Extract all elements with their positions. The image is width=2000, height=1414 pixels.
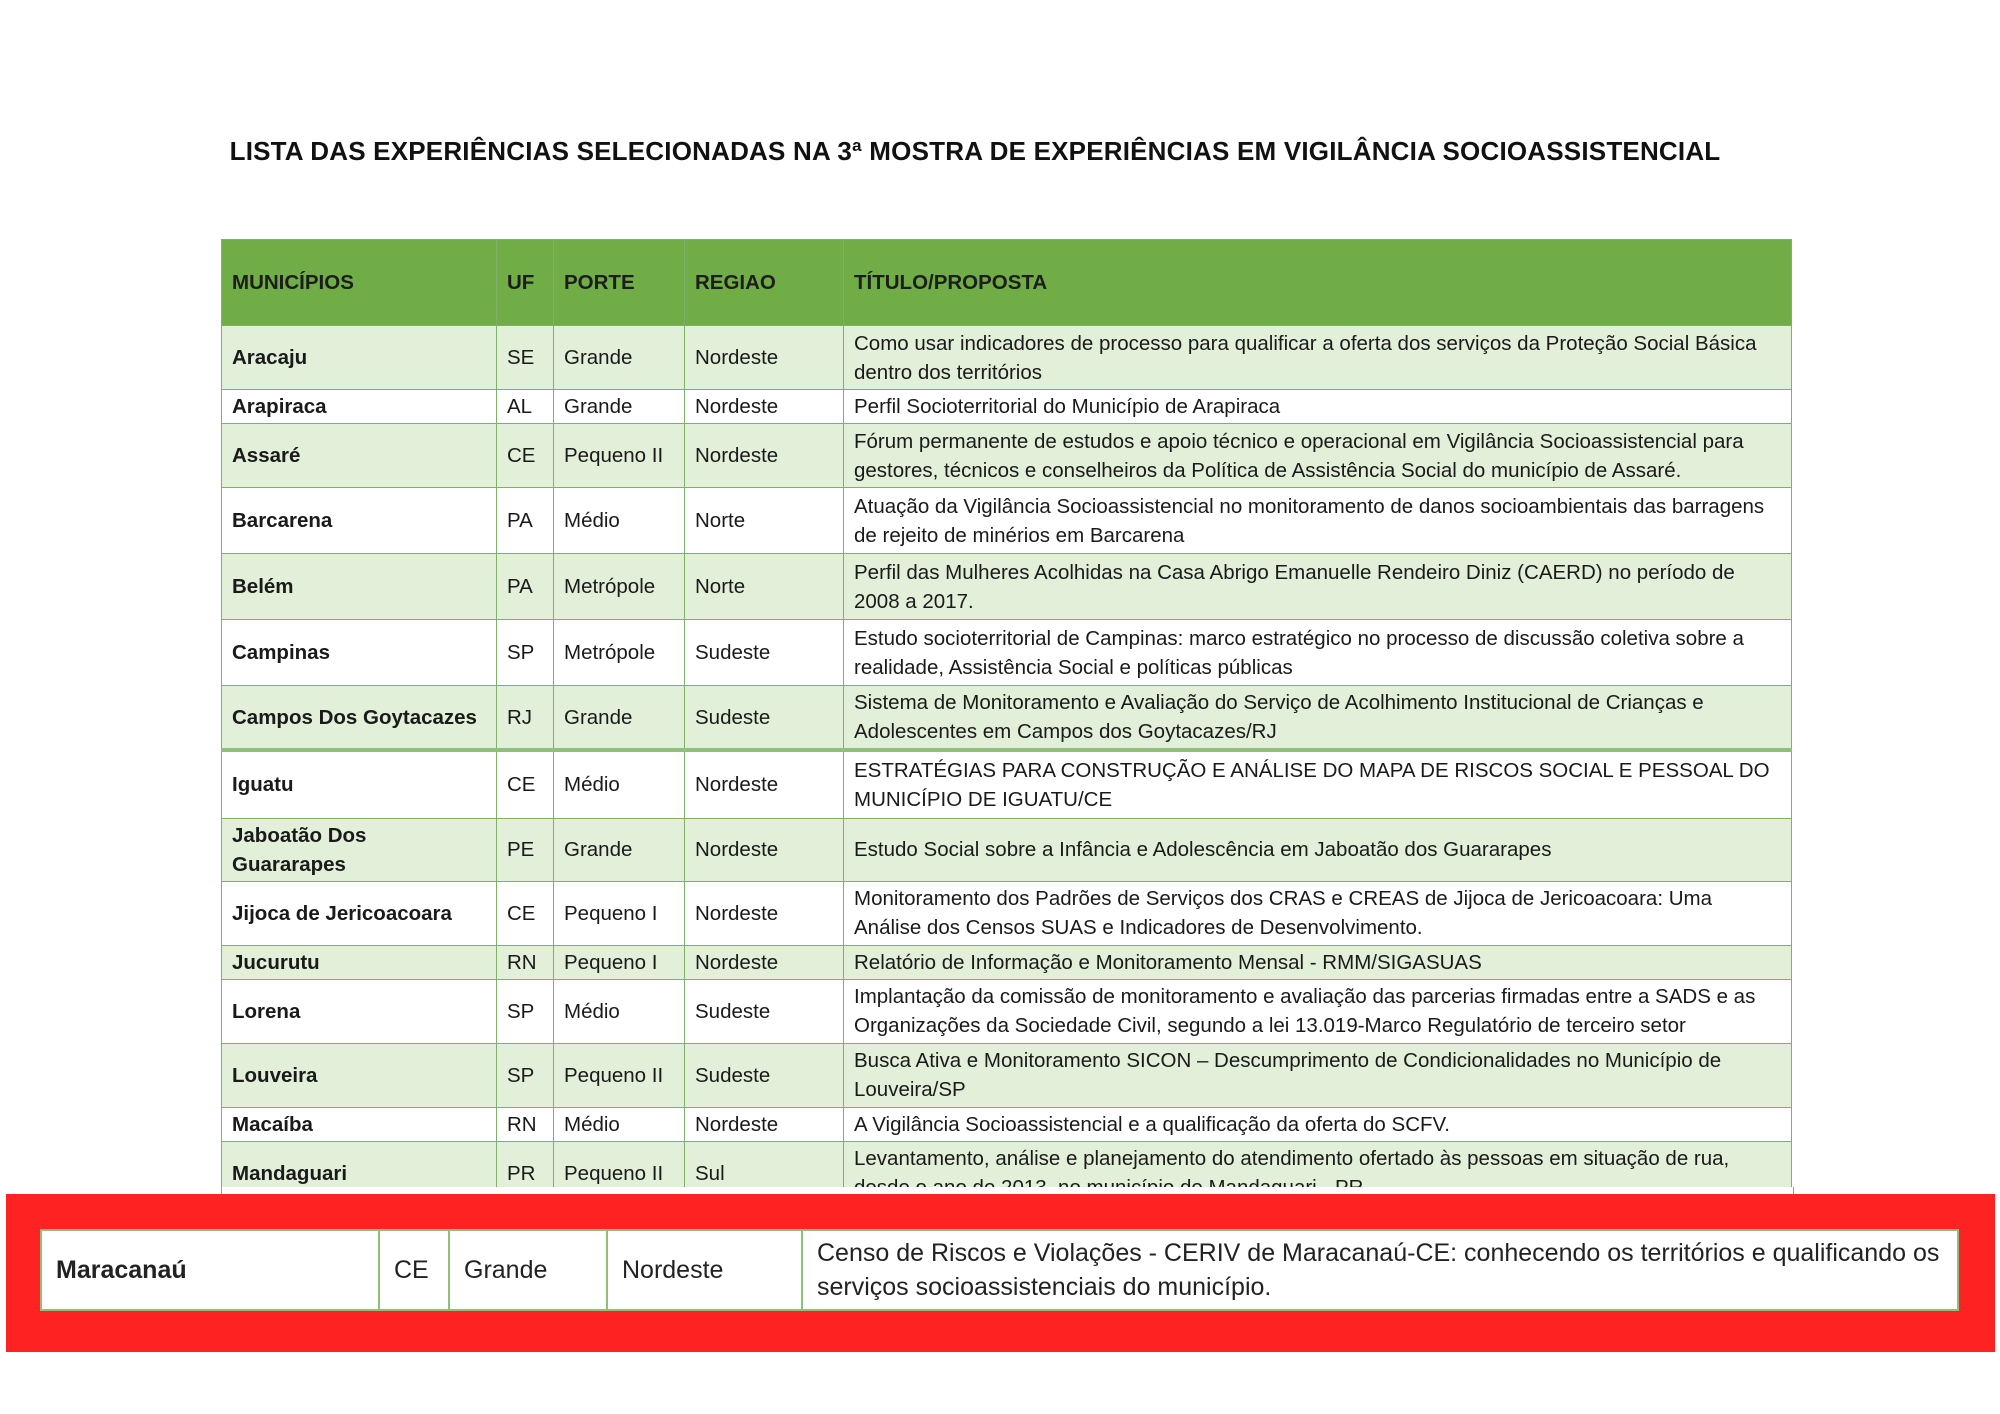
table-row <box>222 554 1792 620</box>
cell-uf: RN <box>497 1107 554 1141</box>
cell-regiao: Nordeste <box>685 424 844 488</box>
cell-uf: CE <box>497 881 554 945</box>
table-row <box>222 1043 1792 1107</box>
cell-uf: PA <box>497 554 554 620</box>
cell-titulo: Fórum permanente de estudos e apoio técnico e operacional em Vigilância Socioassistencial para gestores, técnicos e conselheiros da Política de Assistência Social do município de Assaré. <box>844 424 1792 488</box>
highlighted-municipio: Maracanaú <box>42 1231 380 1309</box>
cell-municipio: Lorena <box>222 979 497 1043</box>
cell-uf: SP <box>497 979 554 1043</box>
table-header-row <box>222 240 1792 326</box>
cell-uf: AL <box>497 390 554 424</box>
cell-porte: Pequeno I <box>554 881 685 945</box>
cell-regiao: Sul <box>685 1141 844 1205</box>
cell-municipio: Iguatu <box>222 750 497 818</box>
cell-porte: Grande <box>554 686 685 751</box>
cell-regiao: Norte <box>685 488 844 554</box>
cell-porte: Grande <box>554 390 685 424</box>
table-row <box>222 750 1792 818</box>
table-row <box>222 326 1792 390</box>
col-header-titulo: TÍTULO/PROPOSTA <box>844 240 1792 326</box>
cell-titulo: Monitoramento dos Padrões de Serviços dos CRAS e CREAS de Jijoca de Jericoacoara: Uma Análise dos Censos SUAS e Indicadores de Desenvolvimento. <box>844 881 1792 945</box>
cell-regiao: Nordeste <box>685 390 844 424</box>
cell-porte: Metrópole <box>554 554 685 620</box>
cell-titulo: Atuação da Vigilância Socioassistencial no monitoramento de danos socioambientais das barragens de rejeito de minérios em Barcarena <box>844 488 1792 554</box>
cell-regiao: Sudeste <box>685 979 844 1043</box>
cell-regiao: Nordeste <box>685 945 844 979</box>
cell-titulo: Estudo socioterritorial de Campinas: marco estratégico no processo de discussão coletiva sobre a realidade, Assistência Social e políticas públicas <box>844 620 1792 686</box>
table-row <box>222 881 1792 945</box>
cell-uf: CE <box>497 424 554 488</box>
table-row <box>222 1107 1792 1141</box>
cell-porte: Grande <box>554 326 685 390</box>
cell-municipio: Macaíba <box>222 1107 497 1141</box>
cell-titulo: Perfil Socioterritorial do Município de Arapiraca <box>844 390 1792 424</box>
cell-regiao: Sudeste <box>685 620 844 686</box>
col-header-municipios: MUNICÍPIOS <box>222 240 497 326</box>
cell-titulo: Relatório de Informação e Monitoramento Mensal - RMM/SIGASUAS <box>844 945 1792 979</box>
cell-uf: SP <box>497 1043 554 1107</box>
cell-regiao: Nordeste <box>685 750 844 818</box>
cell-municipio: Jucurutu <box>222 945 497 979</box>
cell-municipio: Arapiraca <box>222 390 497 424</box>
partial-row-peek <box>221 1187 1794 1194</box>
col-header-uf: UF <box>497 240 554 326</box>
cell-municipio: Campos Dos Goytacazes <box>222 686 497 751</box>
cell-municipio: Campinas <box>222 620 497 686</box>
cell-uf: CE <box>497 750 554 818</box>
cell-porte: Grande <box>554 818 685 881</box>
cell-regiao: Nordeste <box>685 881 844 945</box>
cell-porte: Pequeno II <box>554 424 685 488</box>
cell-titulo: Implantação da comissão de monitoramento e avaliação das parcerias firmadas entre a SADS e as Organizações da Sociedade Civil, segundo a lei 13.019-Marco Regulatório de terceiro setor <box>844 979 1792 1043</box>
table-row <box>222 424 1792 488</box>
cell-uf: SE <box>497 326 554 390</box>
cell-titulo: Estudo Social sobre a Infância e Adolescência em Jaboatão dos Guararapes <box>844 818 1792 881</box>
cell-regiao: Norte <box>685 554 844 620</box>
cell-municipio: Barcarena <box>222 488 497 554</box>
cell-porte: Metrópole <box>554 620 685 686</box>
cell-uf: RN <box>497 945 554 979</box>
highlighted-porte: Grande <box>450 1231 608 1309</box>
cell-regiao: Nordeste <box>685 1107 844 1141</box>
col-header-porte: PORTE <box>554 240 685 326</box>
highlighted-row <box>40 1229 1959 1311</box>
cell-uf: SP <box>497 620 554 686</box>
cell-regiao: Nordeste <box>685 326 844 390</box>
cell-regiao: Sudeste <box>685 1043 844 1107</box>
table-row <box>222 686 1792 751</box>
cell-uf: RJ <box>497 686 554 751</box>
table-row <box>222 818 1792 881</box>
cell-porte: Médio <box>554 979 685 1043</box>
cell-porte: Médio <box>554 750 685 818</box>
cell-uf: PR <box>497 1141 554 1205</box>
cell-regiao: Nordeste <box>685 818 844 881</box>
cell-titulo: Sistema de Monitoramento e Avaliação do Serviço de Acolhimento Institucional de Crianças e Adolescentes em Campos dos Goytacazes/RJ <box>844 686 1792 751</box>
table-row <box>222 620 1792 686</box>
table-row <box>222 488 1792 554</box>
table-row <box>222 390 1792 424</box>
cell-titulo: ESTRATÉGIAS PARA CONSTRUÇÃO E ANÁLISE DO MAPA DE RISCOS SOCIAL E PESSOAL DO MUNICÍPIO DE IGUATU/CE <box>844 750 1792 818</box>
cell-municipio: Assaré <box>222 424 497 488</box>
cell-porte: Médio <box>554 1107 685 1141</box>
cell-porte: Pequeno II <box>554 1141 685 1205</box>
cell-titulo: Busca Ativa e Monitoramento SICON – Descumprimento de Condicionalidades no Município de Louveira/SP <box>844 1043 1792 1107</box>
page-title: LISTA DAS EXPERIÊNCIAS SELECIONADAS NA 3ª MOSTRA DE EXPERIÊNCIAS EM VIGILÂNCIA SOCIOASSISTENCIAL <box>229 136 1721 166</box>
table-row <box>222 979 1792 1043</box>
cell-titulo: Perfil das Mulheres Acolhidas na Casa Abrigo Emanuelle Rendeiro Diniz (CAERD) no período de 2008 a 2017. <box>844 554 1792 620</box>
table-row <box>222 945 1792 979</box>
cell-municipio: Louveira <box>222 1043 497 1107</box>
cell-municipio: Aracaju <box>222 326 497 390</box>
cell-uf: PE <box>497 818 554 881</box>
highlighted-titulo: Censo de Riscos e Violações - CERIV de Maracanaú-CE: conhecendo os territórios e qualificando os serviços socioassistenciais do município. <box>817 1239 1940 1301</box>
cell-municipio: Jijoca de Jericoacoara <box>222 881 497 945</box>
cell-porte: Médio <box>554 488 685 554</box>
experiences-table <box>221 239 1792 1206</box>
cell-uf: PA <box>497 488 554 554</box>
cell-municipio: Belém <box>222 554 497 620</box>
highlighted-regiao: Nordeste <box>608 1231 803 1309</box>
cell-regiao: Sudeste <box>685 686 844 751</box>
cell-titulo: Levantamento, análise e planejamento do atendimento ofertado às pessoas em situação de rua, <box>844 1141 1792 1205</box>
highlighted-uf: CE <box>380 1231 450 1309</box>
cell-porte: Pequeno II <box>554 1043 685 1107</box>
cell-porte: Pequeno I <box>554 945 685 979</box>
cell-municipio: Jaboatão Dos Guararapes <box>222 818 497 881</box>
cell-municipio: Mandaguari <box>222 1141 497 1205</box>
cell-titulo: Como usar indicadores de processo para qualificar a oferta dos serviços da Proteção Social Básica dentro dos territórios <box>844 326 1792 390</box>
col-header-regiao: REGIAO <box>685 240 844 326</box>
cell-titulo: A Vigilância Socioassistencial e a qualificação da oferta do SCFV. <box>844 1107 1792 1141</box>
